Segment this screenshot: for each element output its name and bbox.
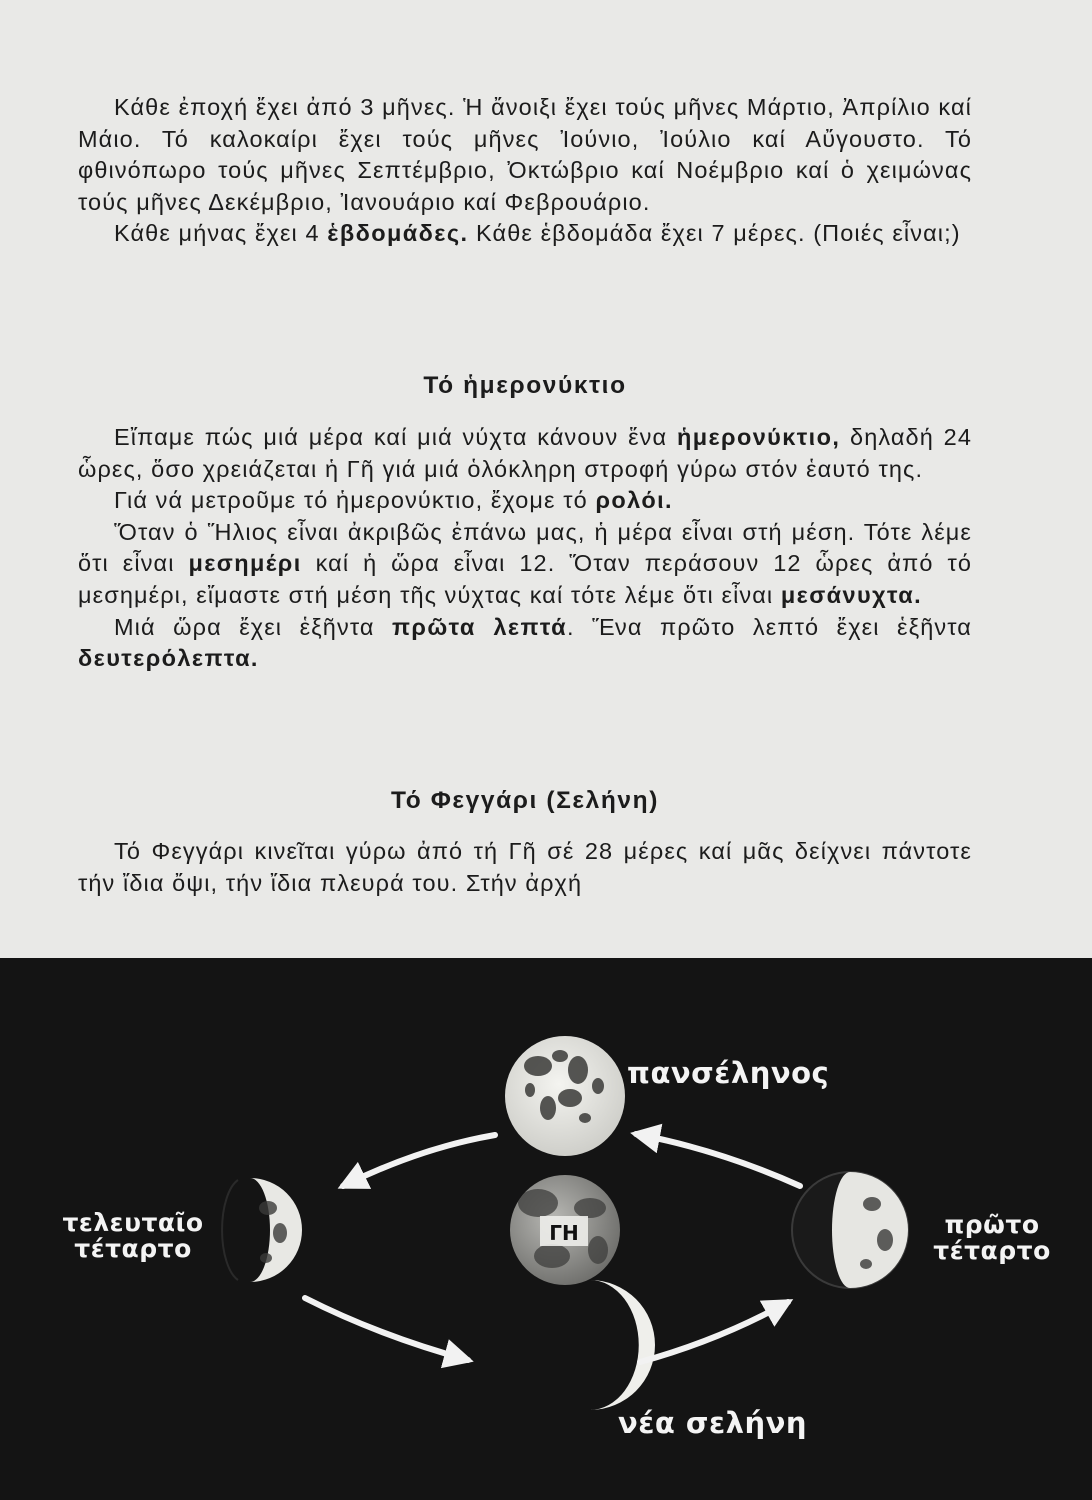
text-run: καί ἡ ὥρα εἶναι 12. Ὅταν περάσουν 12 ὧρες ἀπό τό μεσημέρι, εἴμαστε στή μέση τῆς νύχτας καί τότε λέμε ὅτι εἶναι (78, 550, 972, 608)
intro-block (78, 92, 972, 250)
label-first-quarter-line-1: πρῶτο (944, 1210, 1040, 1239)
label-last-quarter-line-2: τέταρτο (74, 1234, 192, 1263)
label-last-quarter (48, 1210, 218, 1262)
section-title-day-night: Τό ἡμερονύκτιο (423, 372, 627, 399)
text-run: Μιά ὥρα ἔχει ἑξῆντα (114, 613, 393, 640)
section-title-moon: Τό Φεγγάρι (Σελήνη) (391, 787, 659, 814)
first-quarter-moon-icon (792, 1172, 908, 1288)
label-last-quarter-line-1: τελευταῖο (62, 1208, 204, 1237)
arrow-first-quarter-to-full (636, 1134, 800, 1186)
section1-block (78, 422, 972, 675)
label-first-quarter (922, 1212, 1062, 1264)
text-run: Εἴπαμε πώς μιά μέρα καί μιά νύχτα κάνουν ἕνα (114, 424, 677, 450)
section1-paragraph-3 (78, 517, 972, 612)
label-full-moon: πανσέληνος (627, 1056, 830, 1090)
bold-term-clock: ρολόι. (595, 487, 673, 514)
arrow-last-quarter-to-new (305, 1298, 468, 1360)
label-first-quarter-line-2: τέταρτο (933, 1236, 1051, 1265)
text-run: . Ἕνα πρῶτο λεπτό ἔχει ἑξῆντα (566, 613, 972, 640)
bold-term-weeks: ἑβδομάδες. (327, 220, 469, 247)
bold-term-midnight: μεσάνυχτα. (780, 581, 923, 608)
intro-paragraph-2 (78, 218, 972, 250)
bold-term-seconds: δευτερόλεπτα. (78, 645, 259, 672)
bold-term-noon: μεσημέρι (188, 550, 302, 577)
earth-label: ΓΗ (549, 1221, 579, 1245)
intro-paragraph-1: Κάθε ἐποχή ἔχει ἀπό 3 μῆνες. Ἡ ἄνοιξι ἔχει τούς μῆνες Μάρτιο, Ἀπρίλιο καί Μάιο. Τό καλοκαίρι ἔχει τούς μῆνες Ἰούνιο, Ἰούλιο καί Αὔγουστο. Τό φθινόπωρο τούς μῆνες Σεπτέμβριο, Ὀκτώβριο καί Νοέμβριο καί ὁ χειμώνας τούς μῆνες Δεκέμβριο, Ἰανουάριο καί Φεβρουάριο. (78, 94, 972, 215)
text-run: Γιά νά μετροῦμε τό ἡμερονύκτιο, ἔχομε τό (114, 487, 596, 514)
bold-term-day-night: ἡμερονύκτιο, (676, 424, 841, 450)
text-run: Κάθε μήνας ἔχει 4 (114, 220, 328, 247)
full-moon-icon (505, 1036, 625, 1156)
last-quarter-moon-icon (222, 1178, 302, 1282)
new-moon-icon (590, 1280, 655, 1410)
text-run: Κάθε ἑβδομάδα ἔχει 7 μέρες. (Ποιές εἶναι;) (468, 220, 961, 247)
section1-paragraph-2 (78, 485, 972, 517)
arrow-new-to-first-quarter (640, 1302, 788, 1362)
section1-paragraph-1 (78, 422, 972, 485)
moon-phases-figure (0, 958, 1092, 1500)
bold-term-minutes: πρῶτα λεπτά (392, 613, 567, 640)
label-new-moon: νέα σελήνη (618, 1406, 808, 1440)
text-run: δηλαδή 24 ὧρες, ὅσο χρειάζεται ἡ Γῆ γιά μιά ὁλόκληρη στροφή γύρω στόν ἑαυτό της. (78, 424, 972, 482)
section1-paragraph-4 (78, 612, 972, 675)
text-run: Ὅταν ὁ Ἥλιος εἶναι ἀκριβῶς ἐπάνω μας, ἡ μέρα εἶναι στή μέση. Τότε λέμε ὅτι εἶναι (78, 518, 972, 577)
arrow-full-to-last-quarter (343, 1135, 495, 1186)
section2-block (78, 836, 972, 899)
section2-paragraph-1: Τό Φεγγάρι κινεῖται γύρω ἀπό τή Γῆ σέ 28 μέρες καί μᾶς δείχνει πάντοτε τήν ἴδια ὄψι, τήν ἴδια πλευρά του. Στήν ἀρχή (78, 838, 972, 896)
